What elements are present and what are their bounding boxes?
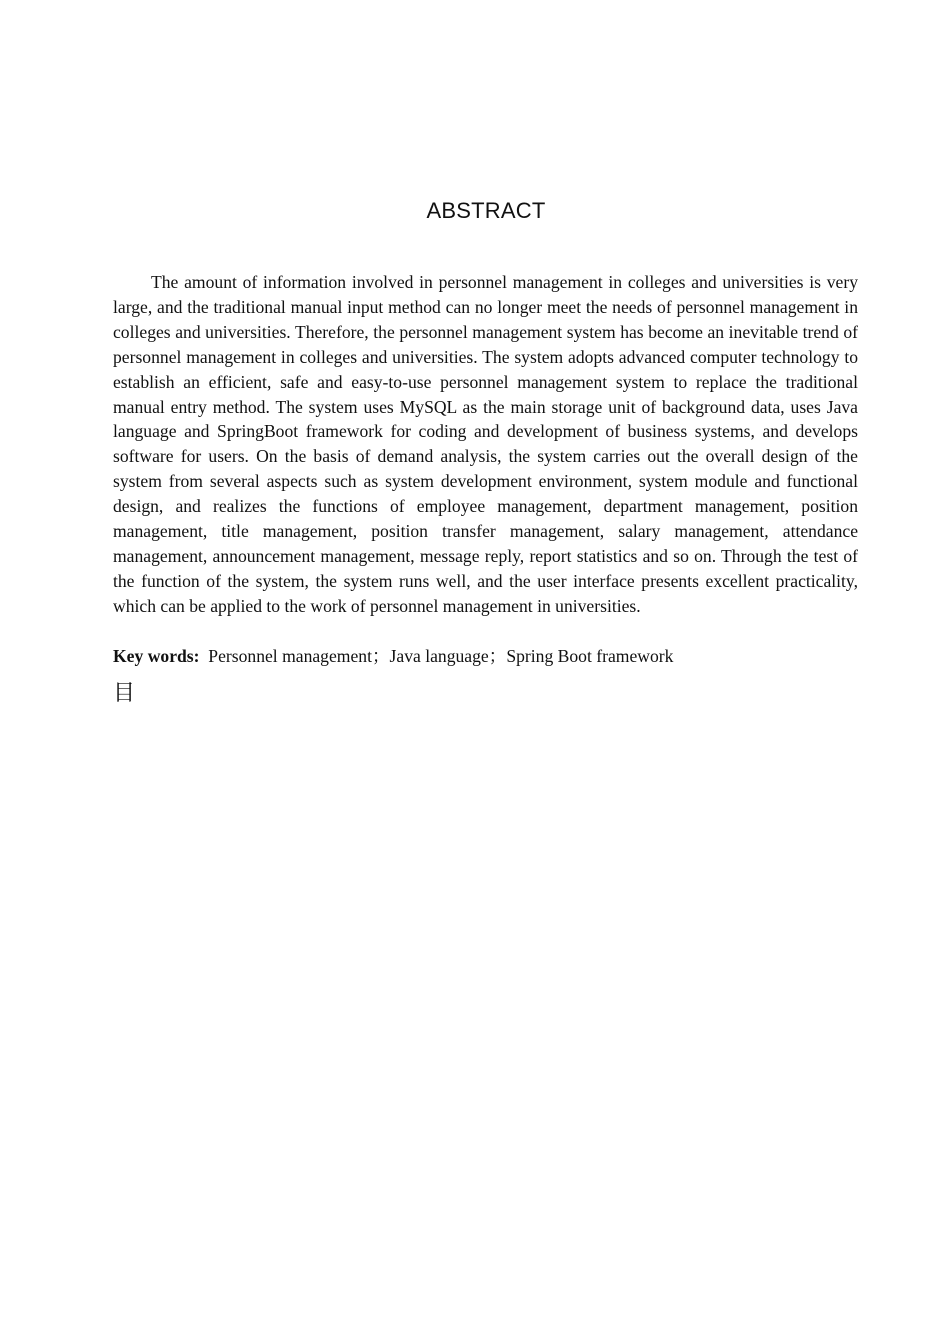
- toc-heading: 目: [113, 681, 136, 706]
- keywords-line: [113, 644, 858, 669]
- keywords-label: Key words:: [113, 646, 200, 666]
- abstract-body: The amount of information involved in personnel management in colleges and universities is very large, and the traditional manual input method can no longer meet the needs of personnel management in colleges and universities. Therefore, the personnel management system has become an inevitable trend of personnel management in colleges and universities. The system adopts advanced computer technology to establish an efficient, safe and easy-to-use personnel management system to replace the traditional manual entry method. The system uses MySQL as the main storage unit of background data, uses Java language and SpringBoot framework for coding and development of business systems, and develops software for users. On the basis of demand analysis, the system carries out the overall design of the system from several aspects such as system development environment, system module and functional design, and realizes the functions of employee management, department management, position management, title management, position transfer management, salary management, attendance management, announcement management, message reply, report statistics and so on. Through the test of the function of the system, the system runs well, and the user interface presents excellent practicality, which can be applied to the work of personnel management in universities.: [113, 272, 858, 616]
- abstract-title: ABSTRACT: [426, 198, 546, 223]
- keywords-value: Personnel management；Java language；Spring Boot framework: [208, 646, 674, 666]
